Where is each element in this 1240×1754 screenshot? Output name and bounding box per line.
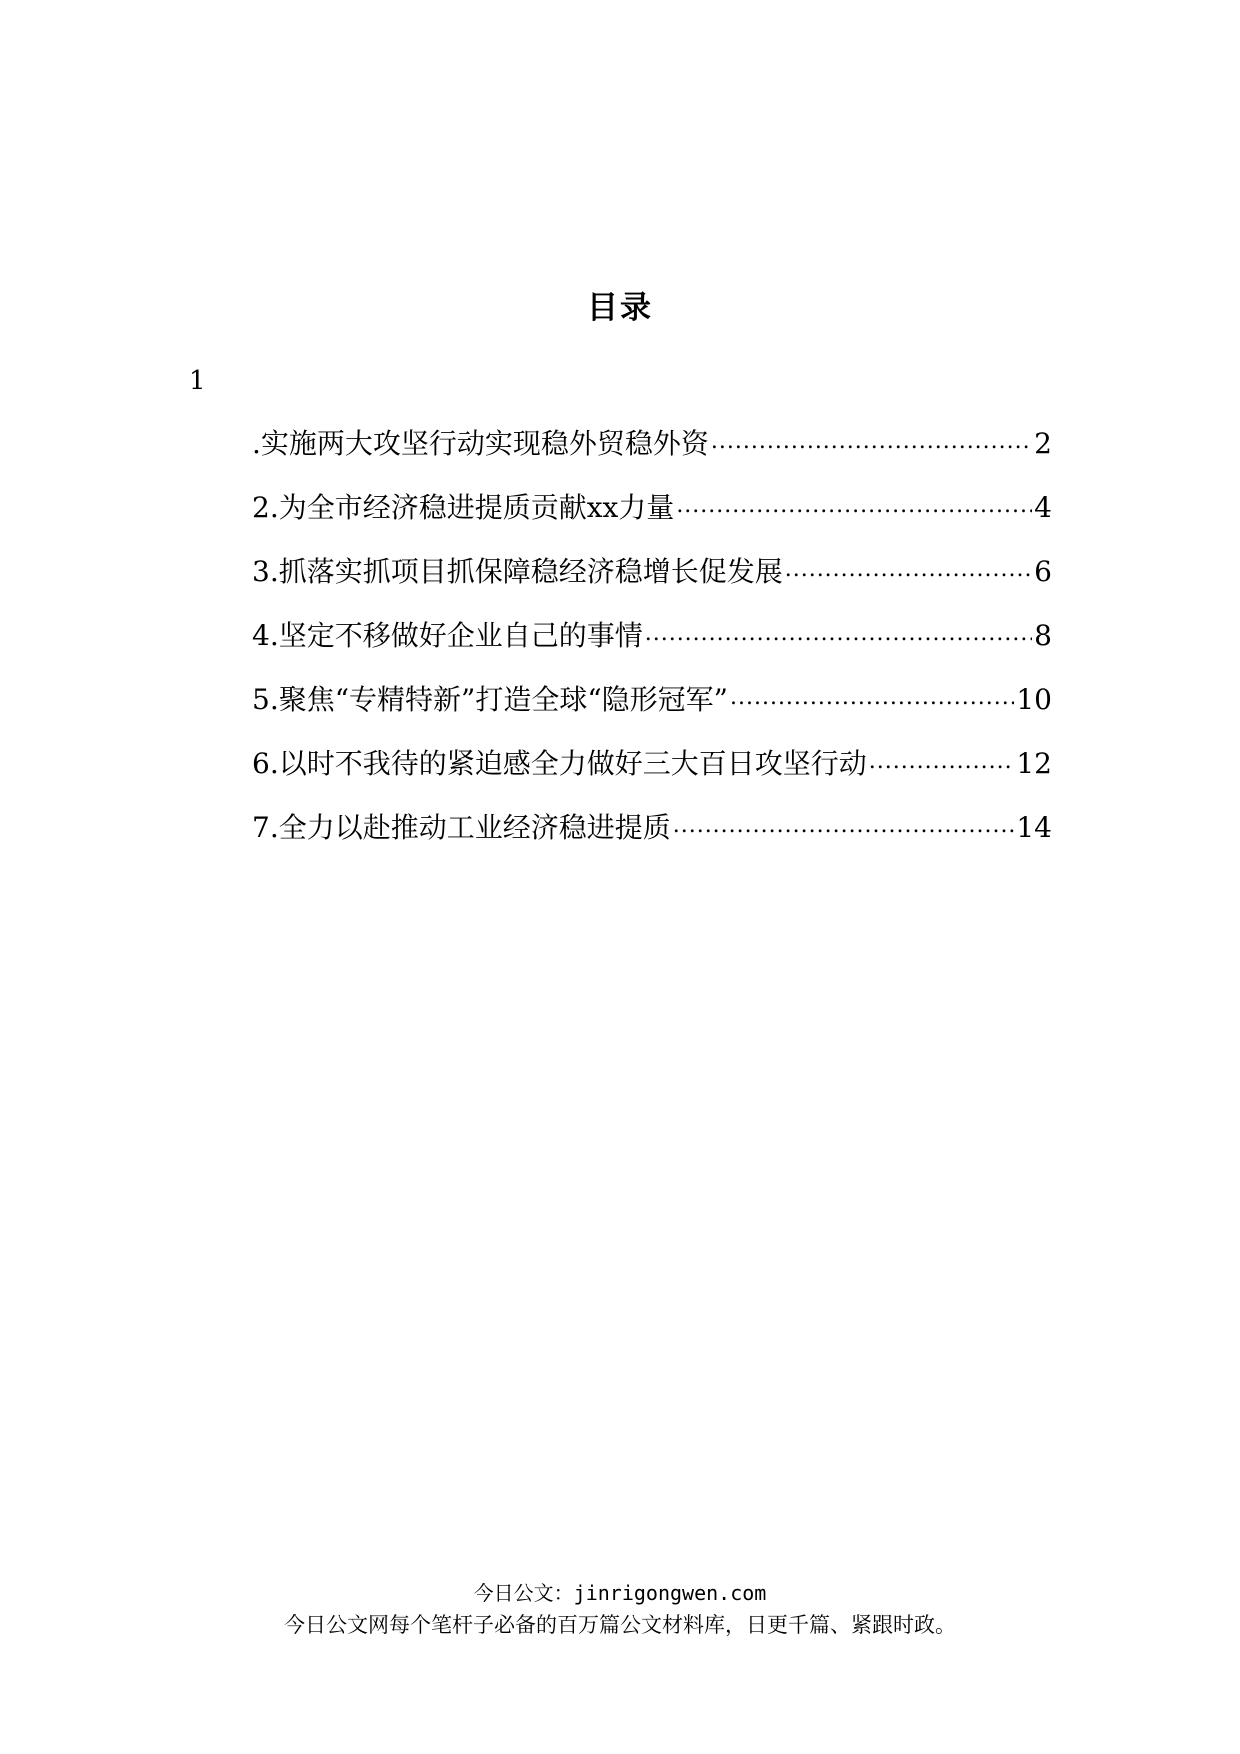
toc-entry-text: .实施两大攻坚行动实现稳外贸稳外资 [252,427,709,460]
toc-entry-text: 7.全力以赴推动工业经济稳进提质 [252,811,671,844]
toc-page-number: 10 [1016,683,1052,716]
toc-title: 目录 [587,290,653,326]
toc-entry[interactable] [252,680,1052,744]
toc-leader-dots [645,617,1032,645]
toc-leader-dots [730,681,1014,709]
toc-entry-text: 5.聚焦“专精特新”打造全球“隐形冠军” [252,683,728,716]
toc-page-number: 12 [1016,747,1052,780]
footer-site-label: 今日公文： [473,1581,574,1605]
toc-entry[interactable] [252,488,1052,552]
toc-leader-dots [785,553,1032,581]
toc-page-number: 14 [1016,811,1052,844]
toc-page-number: 4 [1034,491,1052,524]
toc-entry-text: 3.抓落实抓项目抓保障稳经济稳增长促发展 [252,555,783,588]
toc-entry-text: 4.坚定不移做好企业自己的事情 [252,619,643,652]
toc-entry[interactable] [252,616,1052,680]
toc-level1-number: 1 [189,366,206,396]
toc-page-number: 2 [1034,427,1052,460]
toc-entry[interactable] [252,552,1052,616]
toc-entry[interactable] [252,424,1052,488]
footer-slogan: 今日公文网每个笔杆子必备的百万篇公文材料库，日更千篇、紧跟时政。 [284,1613,956,1637]
toc-page-number: 8 [1034,619,1052,652]
toc-leader-dots [869,745,1015,773]
toc-entry[interactable] [252,808,1052,872]
footer-site-line [0,1580,1240,1606]
toc-entry-text: 6.以时不我待的紧迫感全力做好三大百日攻坚行动 [252,747,867,780]
toc-entry-text: 2.为全市经济稳进提质贡献xx力量 [252,491,675,524]
toc-leader-dots [711,425,1032,453]
toc-list [252,424,1052,872]
toc-entry[interactable] [252,744,1052,808]
toc-leader-dots [676,489,1032,517]
toc-page-number: 6 [1034,555,1052,588]
toc-leader-dots [673,809,1015,837]
footer-site-url-link[interactable]: jinrigongwen.com [573,1581,767,1605]
